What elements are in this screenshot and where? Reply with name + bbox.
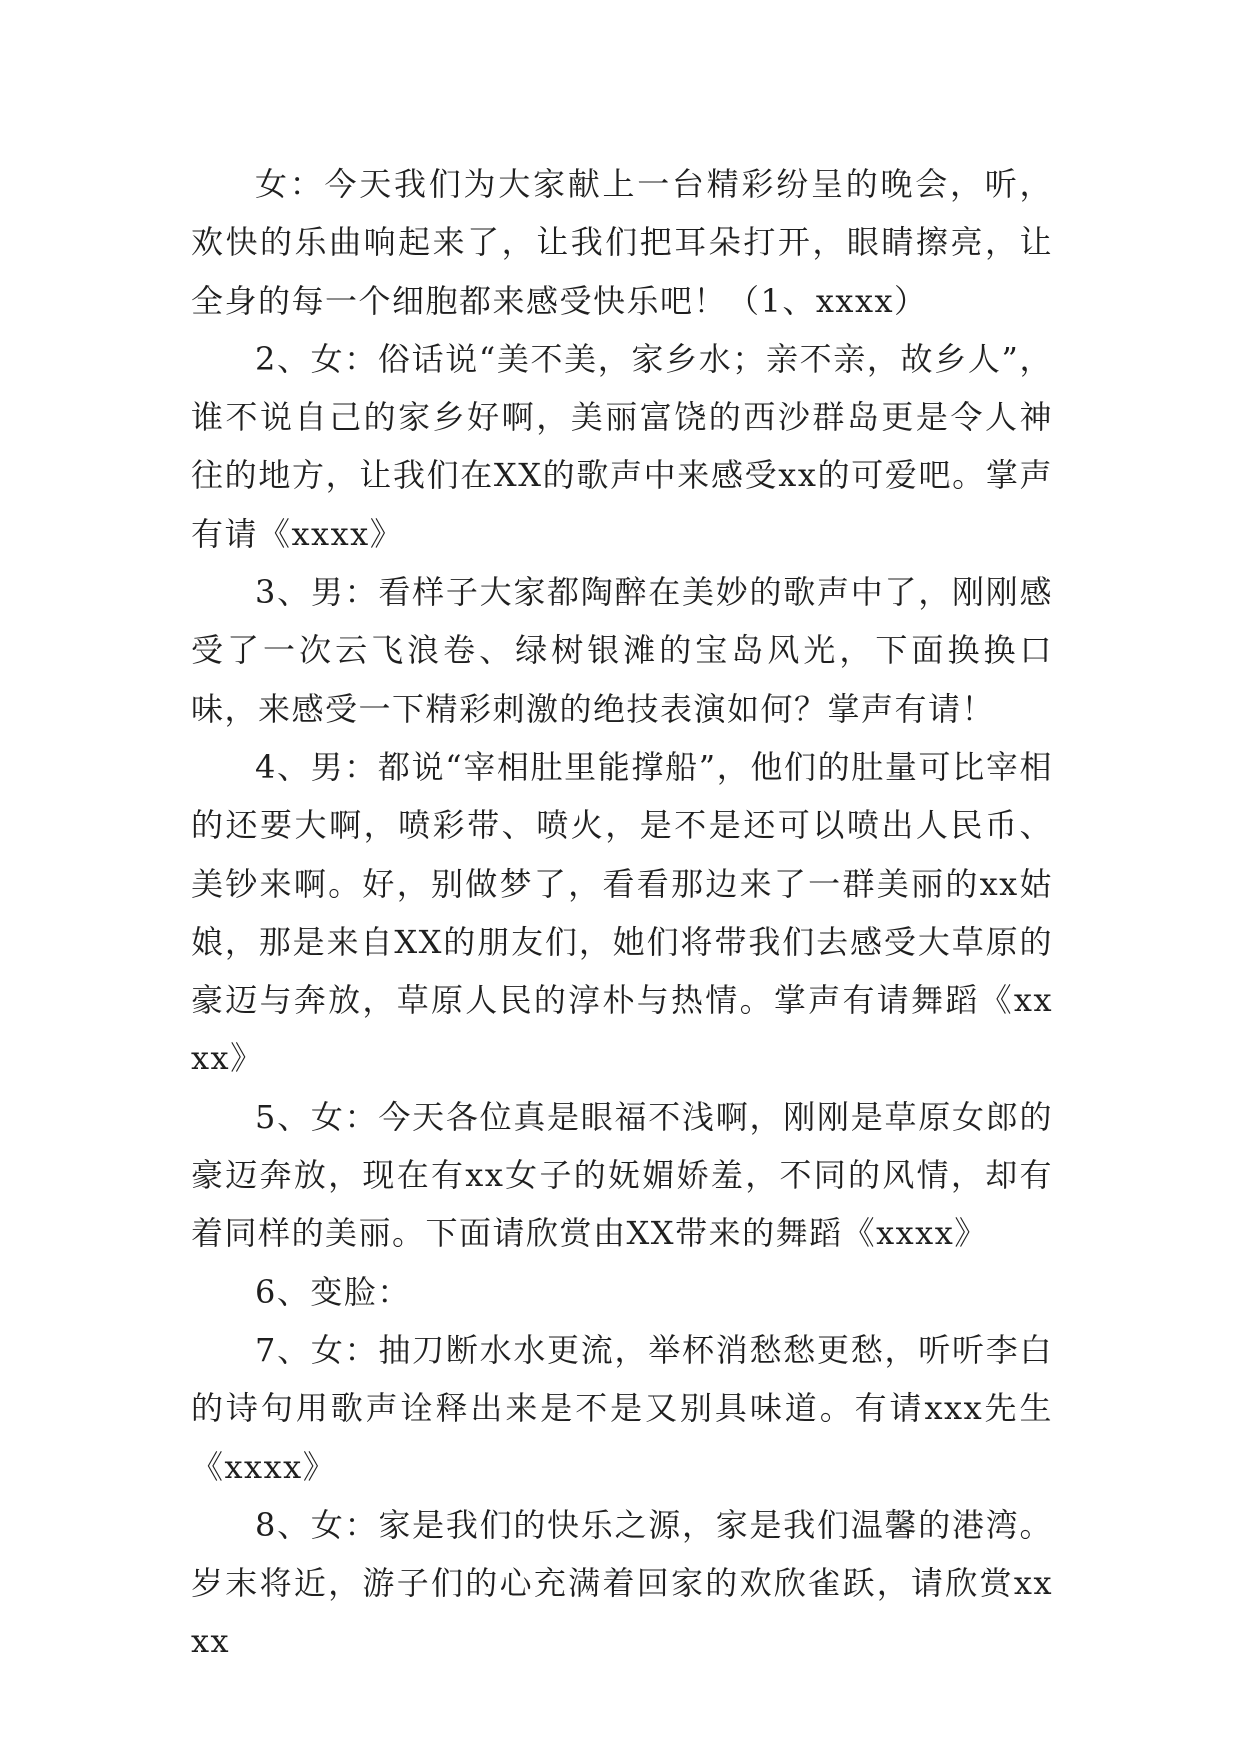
paragraph-8: 8、女：家是我们的快乐之源，家是我们温馨的港湾。岁末将近，游子们的心充满着回家的欢欣雀跃，请欣赏xxxx: [191, 1505, 1053, 1661]
paragraph-opening: 女：今天我们为大家献上一台精彩纷呈的晚会，听，欢快的乐曲响起来了，让我们把耳朵打开，眼睛擦亮，让全身的每一个细胞都来感受快乐吧！（1、xxxx）: [191, 165, 1053, 320]
paragraph-3: 3、男：看样子大家都陶醉在美妙的歌声中了，刚刚感受了一次云飞浪卷、绿树银滩的宝岛风光，下面换换口味，来感受一下精彩刺激的绝技表演如何？掌声有请！: [191, 573, 1053, 728]
paragraph-2: 2、女：俗话说“美不美，家乡水；亲不亲，故乡人”，谁不说自己的家乡好啊，美丽富饶的西沙群岛更是令人神往的地方，让我们在XX的歌声中来感受xx的可爱吧。掌声有请《xxxx》: [191, 339, 1053, 553]
paragraph-4: 4、男：都说“宰相肚里能撑船”，他们的肚量可比宰相的还要大啊，喷彩带、喷火，是不是还可以喷出人民币、美钞来啊。好，别做梦了，看看那边来了一群美丽的xx姑娘，那是来自XX的朋友们，她们将带我们去感受大草原的豪迈与奔放，草原人民的淳朴与热情。掌声有请舞蹈《xxxx》: [191, 747, 1053, 1078]
paragraph-7: 7、女：抽刀断水水更流，举杯消愁愁更愁，听听李白的诗句用歌声诠释出来是不是又别具味道。有请xxx先生《xxxx》: [191, 1330, 1053, 1486]
paragraph-5: 5、女：今天各位真是眼福不浅啊，刚刚是草原女郎的豪迈奔放，现在有xx女子的妩媚娇羞，不同的风情，却有着同样的美丽。下面请欣赏由XX带来的舞蹈《xxxx》: [191, 1097, 1053, 1253]
paragraph-6: 6、变脸：: [255, 1272, 411, 1311]
document-body: [191, 155, 1053, 1671]
